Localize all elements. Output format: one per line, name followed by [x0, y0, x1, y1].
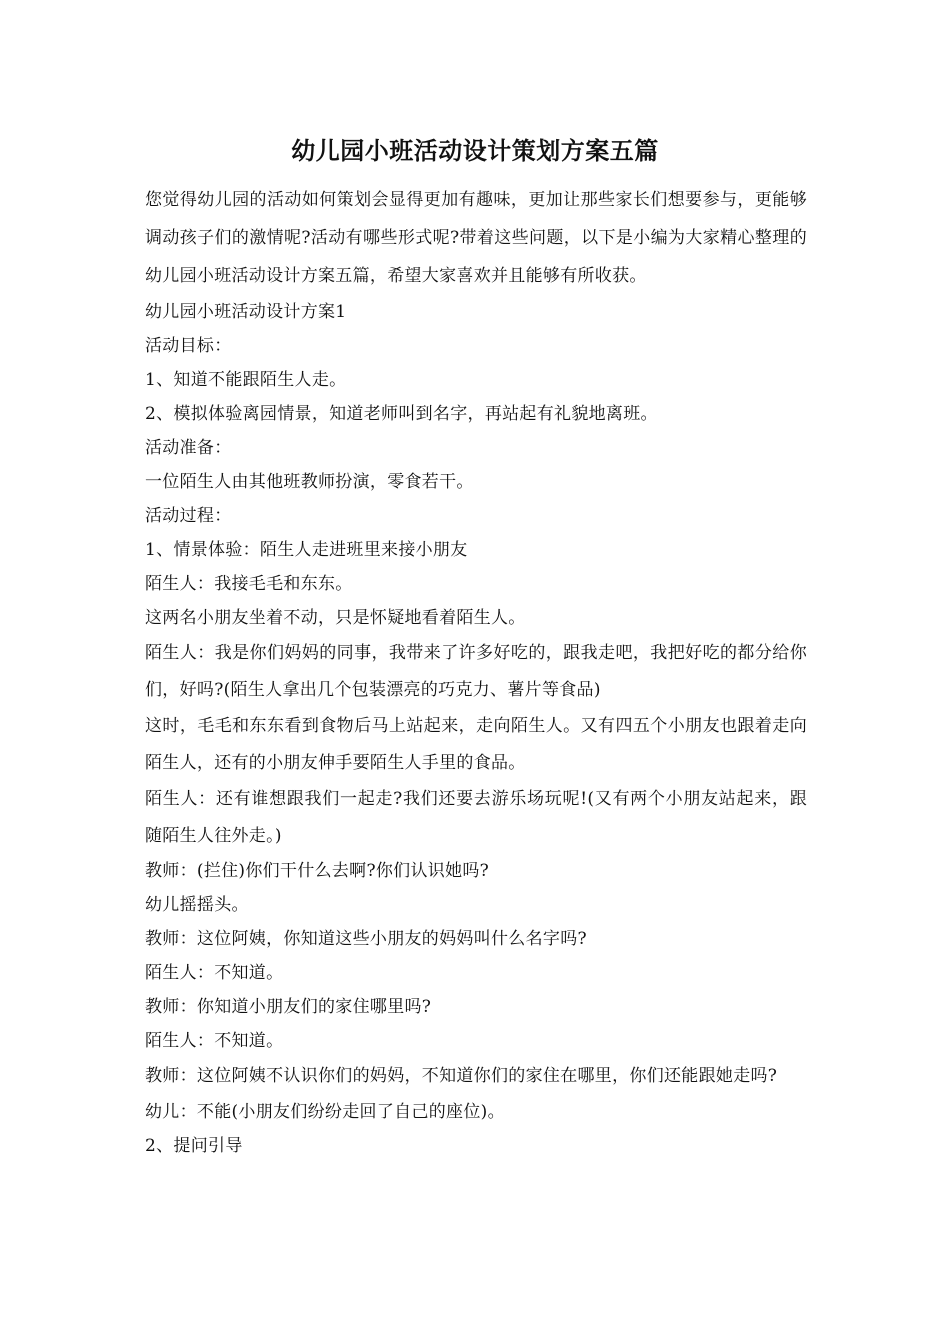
narration-line: 这两名小朋友坐着不动，只是怀疑地看着陌生人。 [145, 608, 526, 628]
dialogue-line: 陌生人：不知道。 [145, 963, 284, 983]
intro-paragraph: 您觉得幼儿园的活动如何策划会显得更加有趣味，更加让那些家长们想要参与，更能够调动孩子们的激情呢?活动有哪些形式呢?带着这些问题，以下是小编为大家精心整理的幼儿园小班活动设计方案五篇，希望大家喜欢并且能够有所收获。 [145, 190, 807, 286]
goal-item-2: 2、模拟体验离园情景，知道老师叫到名字，再站起有礼貌地离班。 [145, 404, 658, 424]
document-title: 幼儿园小班活动设计策划方案五篇 [291, 136, 659, 165]
subheading-goals: 活动目标： [145, 336, 232, 356]
dialogue-line: 陌生人：我是你们妈妈的同事，我带来了许多好吃的，跟我走吧，我把好吃的都分给你们，好吗?(陌生人拿出几个包装漂亮的巧克力、薯片等食品) [145, 643, 807, 700]
dialogue-line: 陌生人：不知道。 [145, 1031, 284, 1051]
dialogue-line: 陌生人：我接毛毛和东东。 [145, 574, 353, 594]
dialogue-line: 教师：(拦住)你们干什么去啊?你们认识她吗? [145, 861, 490, 881]
subheading-process: 活动过程： [145, 506, 232, 526]
dialogue-line: 教师：你知道小朋友们的家住哪里吗? [145, 997, 432, 1017]
dialogue-line: 陌生人：还有谁想跟我们一起走?我们还要去游乐场玩呢!(又有两个小朋友站起来，跟随陌生人往外走。) [145, 789, 807, 846]
dialogue-line: 教师：这位阿姨，你知道这些小朋友的妈妈叫什么名字吗? [145, 929, 587, 949]
document-body [145, 181, 807, 1163]
subheading-preparation: 活动准备： [145, 438, 232, 458]
process-step-2: 2、提问引导 [145, 1135, 243, 1156]
narration-line: 这时，毛毛和东东看到食物后马上站起来，走向陌生人。又有四五个小朋友也跟着走向陌生人，还有的小朋友伸手要陌生人手里的食品。 [145, 716, 807, 773]
process-step-1: 1、情景体验：陌生人走进班里来接小朋友 [145, 540, 468, 560]
dialogue-line: 教师：这位阿姨不认识你们的妈妈，不知道你们的家住在哪里，你们还能跟她走吗? [145, 1066, 778, 1086]
dialogue-line: 幼儿：不能(小朋友们纷纷走回了自己的座位)。 [145, 1101, 505, 1122]
preparation-text: 一位陌生人由其他班教师扮演，零食若干。 [145, 472, 474, 492]
section-heading: 幼儿园小班活动设计方案1 [145, 302, 347, 322]
narration-line: 幼儿摇摇头。 [145, 895, 249, 915]
goal-item-1: 1、知道不能跟陌生人走。 [145, 370, 347, 390]
